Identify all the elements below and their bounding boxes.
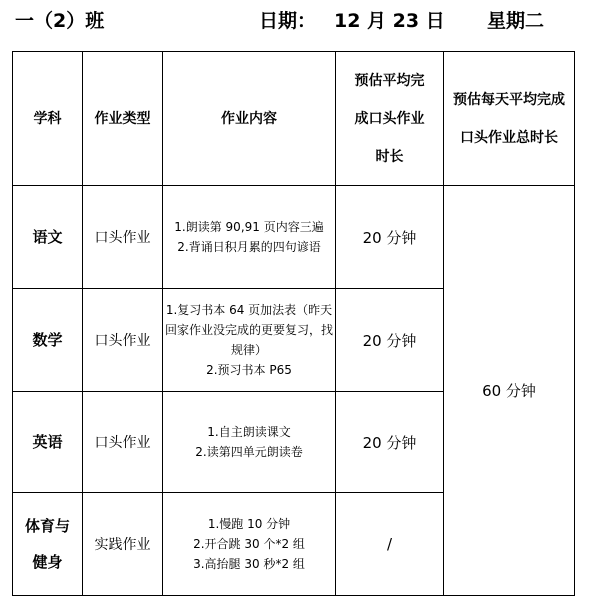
row-duration: 20 分钟 — [336, 186, 444, 289]
weekday-label: 星期二 — [487, 10, 545, 32]
header-content: 作业内容 — [163, 52, 336, 186]
header-subject: 学科 — [13, 52, 83, 186]
date-label: 日期： — [259, 10, 317, 32]
header-avg-time: 预估平均完 成口头作业 时长 — [336, 52, 444, 186]
row-subject: 语文 — [13, 186, 83, 289]
row-subject: 英语 — [13, 392, 83, 493]
row-subject: 数学 — [13, 289, 83, 392]
table-header-row — [13, 52, 575, 186]
row-content — [163, 289, 336, 392]
row-duration: / — [336, 493, 444, 596]
row-duration: 20 分钟 — [336, 392, 444, 493]
content-line: 2.预习书本 P65 — [206, 363, 292, 377]
content-line: 2.背诵日积月累的四句谚语 — [177, 240, 321, 254]
header-daily-total: 预估每天平均完成 口头作业总时长 — [444, 52, 575, 186]
date-value: 12 月 23 日 — [334, 10, 445, 32]
row-content — [163, 493, 336, 596]
content-line: 2.读第四单元朗读卷 — [195, 445, 303, 459]
header-type: 作业类型 — [83, 52, 163, 186]
class-label: 一（2）班 — [15, 10, 105, 32]
row-duration: 20 分钟 — [336, 289, 444, 392]
homework-table — [12, 51, 575, 596]
row-subject: 体育与 健身 — [13, 493, 83, 596]
daily-total-cell: 60 分钟 — [444, 186, 575, 596]
row-content — [163, 392, 336, 493]
content-line: 2.开合跳 30 个*2 组 — [193, 537, 305, 551]
content-line: 1.自主朗读课文 — [207, 425, 291, 439]
row-type: 口头作业 — [83, 186, 163, 289]
table-row — [13, 186, 575, 289]
row-type: 实践作业 — [83, 493, 163, 596]
row-content — [163, 186, 336, 289]
row-type: 口头作业 — [83, 289, 163, 392]
content-line: 1.复习书本 64 页加法表（昨天回家作业没完成的更要复习，找规律） — [164, 303, 333, 357]
content-line: 1.朗读第 90,91 页内容三遍 — [174, 220, 324, 234]
content-line: 3.高抬腿 30 秒*2 组 — [193, 557, 305, 571]
content-line: 1.慢跑 10 分钟 — [207, 517, 291, 531]
row-type: 口头作业 — [83, 392, 163, 493]
